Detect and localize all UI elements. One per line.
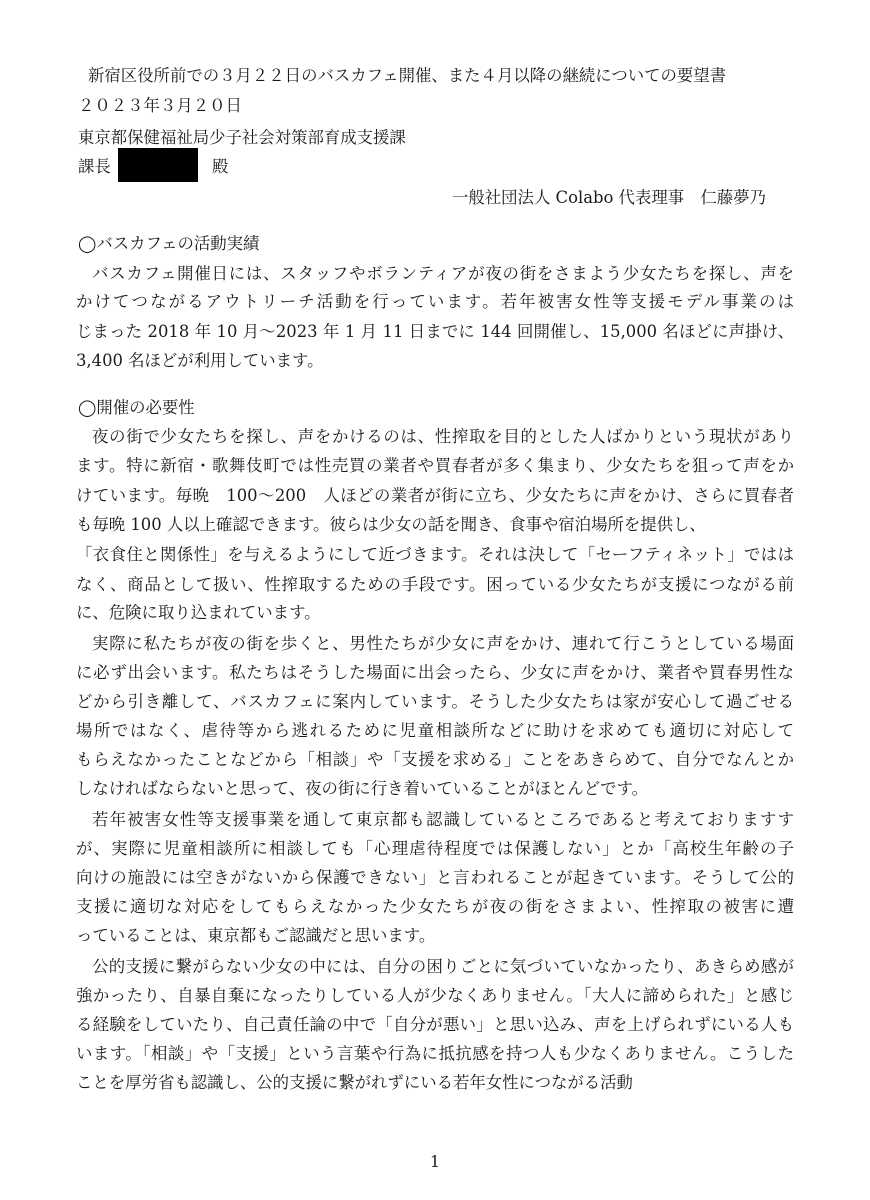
paragraph-line: っていることは、東京都もご認識だと思います。	[76, 926, 436, 945]
paragraph-line: 公的支援に繋がらない少女の中には、自分の困りごとに気づいていなかったり、あきらめ感が	[92, 957, 794, 976]
paragraph-line: 3,400 名ほどが利用しています。	[76, 351, 324, 370]
paragraph-line: じまった 2018 年 10 月～2023 年 1 月 11 日までに 144 回開催し、15,000 名ほどに声掛け、	[76, 322, 794, 341]
paragraph-line: ことを厚労省も認識し、公的支援に繋がれずにいる若年女性につながる活動	[76, 1073, 633, 1092]
paragraph-line: もらえなかったことなどから「相談」や「支援を求める」ことをあきらめて、自分でなんとか	[76, 750, 794, 769]
paragraph-line: に、危険に取り込まれています。	[76, 603, 321, 622]
paragraph-line: が、実際に児童相談所に相談しても「心理虐待程度では保護しない」とか「高校生年齢の子	[76, 839, 794, 858]
honorific: 殿	[212, 157, 229, 176]
sender-signature: 一般社団法人 Colabo 代表理事 仁藤夢乃	[452, 188, 767, 207]
redacted-name-box	[118, 148, 198, 182]
paragraph-line: かけてつながるアウトリーチ活動を行っています。若年被害女性等支援モデル事業のは	[76, 292, 794, 311]
document-title: 新宿区役所前での３月２２日のバスカフェ開催、また４月以降の継続についての要望書	[88, 66, 727, 85]
paragraph-line: も毎晩 100 人以上確認できます。彼らは少女の話を聞き、食事や宿泊場所を提供し、	[76, 515, 706, 534]
paragraph-line: どから引き離して、バスカフェに案内しています。そうした少女たちは家が安心して過ごせる	[76, 692, 794, 711]
document-date: ２０２３年３月２０日	[78, 96, 242, 115]
paragraph-line: 支援に適切な対応をしてもらえなかった少女たちが夜の街をさまよい、性搾取の被害に遭	[76, 897, 794, 916]
paragraph-line: しなければならないと思って、夜の街に行き着いていることがほとんどです。	[76, 779, 649, 798]
paragraph-line: に必ず出会います。私たちはそうした場面に出会ったら、少女に声をかけ、業者や買春男性な	[76, 663, 794, 682]
paragraph-line: 強かったり、自暴自棄になったりしている人が少なくありません。「大人に諦められた」と感じ	[76, 986, 794, 1005]
paragraph-line: います。「相談」や「支援」という言葉や行為に抵抗感を持つ人も少なくありません。こうした	[76, 1044, 794, 1063]
paragraph-line: 若年被害女性等支援事業を通して東京都も認識しているところであると考えておりますす	[92, 810, 794, 829]
section-heading-activity: ◯バスカフェの活動実績	[78, 234, 260, 253]
paragraph-line: けています。毎晩 100～200 人ほどの業者が街に立ち、少女たちに声をかけ、さらに買春者	[76, 486, 794, 505]
paragraph-line: なく、商品として扱い、性搾取するための手段です。困っている少女たちが支援につながる前	[76, 575, 794, 594]
paragraph-line: 「衣食住と関係性」を与えるようにして近づきます。それは決して「セーフティネット」ではは	[76, 545, 794, 564]
paragraph-line: バスカフェ開催日には、スタッフやボランティアが夜の街をさまよう少女たちを探し、声を	[92, 264, 794, 283]
page-number: 1	[429, 1152, 441, 1171]
paragraph-line: 向けの施設には空きがないから保護できない」と言われることが起きています。そうして公的	[76, 868, 794, 887]
recipient-organization: 東京都保健福祉局少子社会対策部育成支援課	[78, 128, 406, 147]
paragraph-line: ます。特に新宿・歌舞伎町では性売買の業者や買春者が多く集まり、少女たちを狙って声をか	[76, 456, 794, 475]
paragraph-line: る経験をしていたり、自己責任論の中で「自分が悪い」と思い込み、声を上げられずにいる人も	[76, 1015, 794, 1034]
recipient-title: 課長	[78, 157, 111, 176]
paragraph-line: 実際に私たちが夜の街を歩くと、男性たちが少女に声をかけ、連れて行こうとしている場面	[92, 634, 794, 653]
paragraph-line: 場所ではなく、虐待等から逃れるために児童相談所などに助けを求めても適切に対応して	[76, 721, 794, 740]
paragraph-line: 夜の街で少女たちを探し、声をかけるのは、性搾取を目的とした人ばかりという現状があり	[92, 427, 794, 446]
section-heading-necessity: ◯開催の必要性	[78, 398, 195, 417]
